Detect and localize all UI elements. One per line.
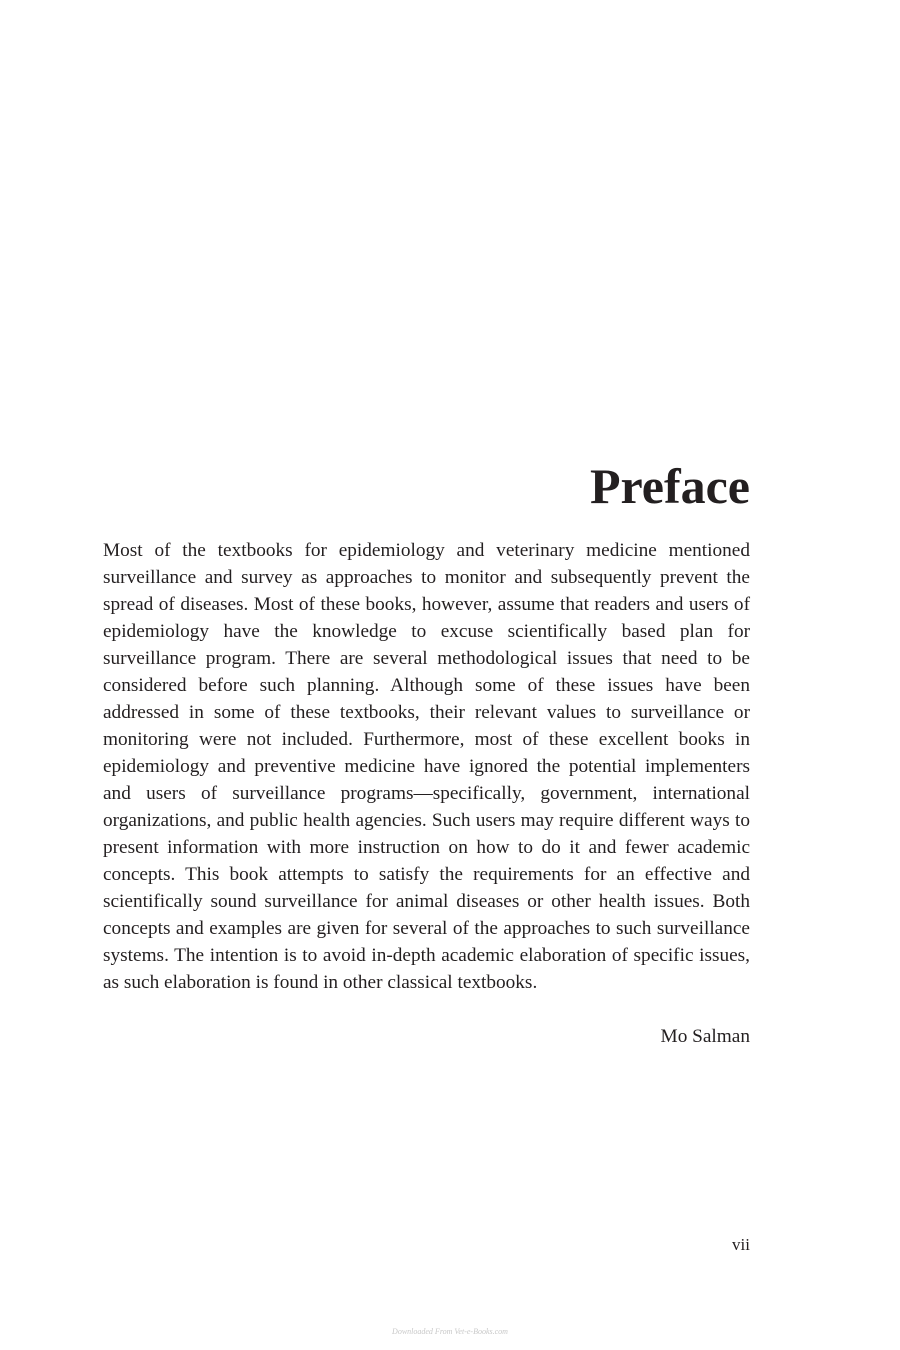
preface-body: Most of the textbooks for epidemiology and veterinary medicine mentioned surveillance and survey as approaches to monitor and subsequently prevent the spread of diseases. Most of these books, however, assume that readers and users of epidemiology have the knowledge to excuse scientifically based plan for surveillance program. There are several methodological issues that need to be considered before such planning. Although some of these issues have been addressed in some of these textbooks, their relevant values to surveillance or monitoring were not included. Furthermore, most of these excellent books in epidemiology and preventive medicine have ignored the potential implementers and users of surveillance programs—specifically, government, international organizations, and public health agencies. Such users may require different ways to present information with more instruction on how to do it and fewer academic concepts. This book attempts to satisfy the requirements for an effective and scientifically sound surveillance for animal diseases or other health issues. Both concepts and examples are given for several of the approaches to such surveillance systems. The intention is to avoid in-depth academic elaboration of specific issues, as such elaboration is found in other classical textbooks. — [103, 540, 750, 993]
page-title: Preface — [589, 458, 750, 514]
download-watermark: Downloaded From Vet-e-Books.com — [392, 1327, 508, 1336]
page-number: vii — [732, 1235, 750, 1254]
author-signature: Mo Salman — [660, 1026, 750, 1047]
